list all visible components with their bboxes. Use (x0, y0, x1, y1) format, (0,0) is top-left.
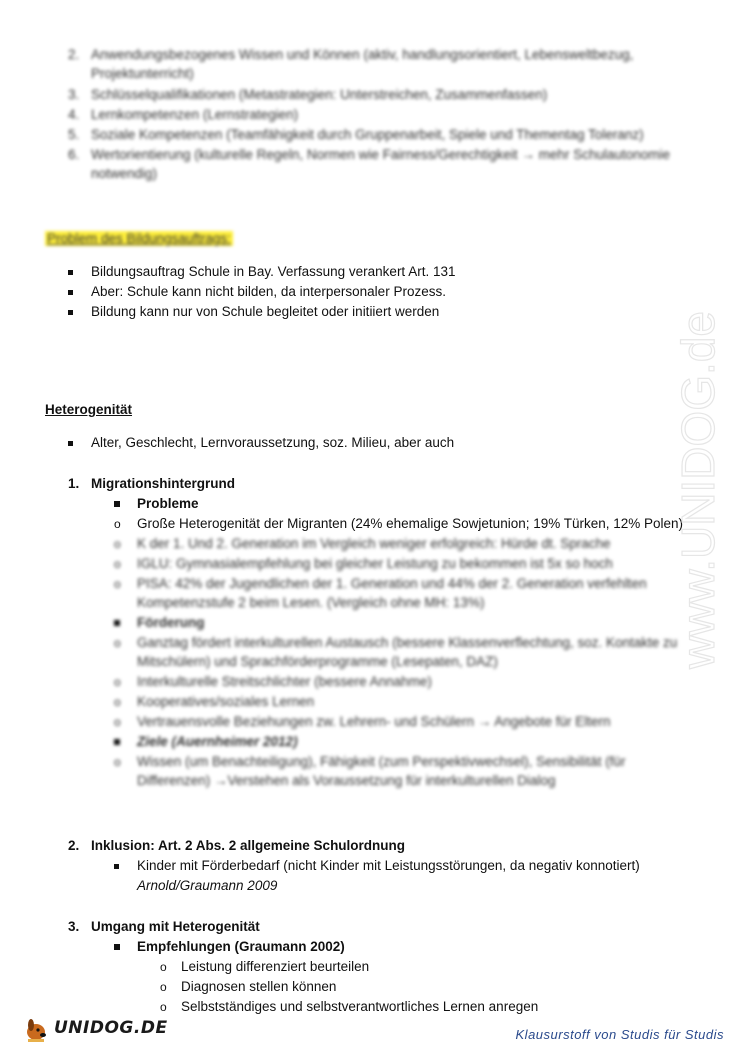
circle-bullet-icon: o (114, 517, 121, 531)
list-item: Lernkompetenzen (Lernstrategien) (91, 107, 299, 122)
circle-bullet-icon: o (114, 695, 121, 709)
ziele-label: Ziele (Auernheimer 2012) (137, 734, 298, 749)
umgang-title: Umgang mit Heterogenität (91, 919, 260, 934)
list-item-cont: Projektunterricht) (91, 66, 194, 81)
bullet-icon (68, 303, 73, 321)
bullet-icon (68, 263, 73, 281)
section-number: 1. (68, 476, 80, 491)
bullet-icon (68, 434, 73, 452)
list-item: Soziale Kompetenzen (Teamfähigkeit durch Gruppenarbeit, Spiele und Thementag Toleranz) (91, 127, 644, 142)
problem-heading (45, 230, 233, 248)
probleme-label: Probleme (137, 496, 199, 511)
list-item: Anwendungsbezogenes Wissen und Können (aktiv, handlungsorientiert, Lebensweltbezug, (91, 47, 634, 62)
circle-bullet-icon: o (114, 715, 121, 729)
circle-bullet-icon: o (114, 755, 121, 769)
migration-item: Große Heterogenität der Migranten (24% ehemalige Sowjetunion; 19% Türken, 12% Polen) (137, 516, 684, 531)
foerderung-item: Vertrauensvolle Beziehungen zw. Lehrern- und Schülern → Angebote für Eltern (137, 714, 611, 729)
bullet-icon (114, 614, 120, 632)
bullet-icon (114, 857, 119, 875)
umgang-item: Diagnosen stellen können (181, 979, 337, 994)
bullet-icon (68, 283, 73, 301)
migration-item: IGLU: Gymnasialempfehlung bei gleicher Leistung zu bekommen ist 5x so hoch (137, 556, 613, 571)
list-number: 6. (68, 147, 80, 162)
bullet-text: Aber: Schule kann nicht bilden, da interpersonaler Prozess. (91, 284, 446, 299)
migration-title: Migrationshintergrund (91, 476, 235, 491)
list-item: Schlüsselqualifikationen (Metastrategien: Unterstreichen, Zusammenfassen) (91, 87, 548, 102)
bullet-icon (114, 495, 120, 513)
list-number: 3. (68, 87, 80, 102)
list-number: 2. (68, 47, 80, 62)
bullet-icon (114, 733, 120, 751)
footer-logo-text: UNIDOG.DE (54, 1018, 168, 1038)
foerderung-item: Kooperatives/soziales Lernen (137, 694, 315, 709)
footer-logo (24, 1014, 168, 1044)
inklusion-title: Inklusion: Art. 2 Abs. 2 allgemeine Schulordnung (91, 838, 406, 853)
list-item: Wertorientierung (kulturelle Regeln, Normen wie Fairness/Gerechtigkeit → mehr Schulautonomie (91, 147, 671, 162)
foerderung-item: Ganztag fördert interkulturellen Austausch (bessere Klassenverflechtung, soz. Kontakte zu (137, 635, 678, 650)
foerderung-item-cont: Mitschülern) und Sprachförderprogramme (Lesepaten, DAZ) (137, 654, 498, 669)
foerderung-item: Interkulturelle Streitschlichter (bessere Annahme) (137, 674, 432, 689)
circle-bullet-icon: o (114, 675, 121, 689)
watermark (662, 250, 742, 730)
circle-bullet-icon: o (160, 980, 167, 994)
inklusion-bullet: Kinder mit Förderbedarf (nicht Kinder mit Leistungsstörungen, da negativ konnotiert) (137, 858, 640, 873)
ziele-item-cont: Differenzen) →Verstehen als Voraussetzung für interkulturellen Dialog (137, 773, 556, 788)
bullet-text: Bildung kann nur von Schule begleitet oder initiiert werden (91, 304, 440, 319)
section-number: 3. (68, 919, 80, 934)
bullet-icon (114, 938, 120, 956)
circle-bullet-icon: o (114, 577, 121, 591)
list-number: 4. (68, 107, 80, 122)
migration-item: PISA: 42% der Jugendlichen der 1. Generation und 44% der 2. Generation verfehlten (137, 576, 647, 591)
migration-item: K der 1. Und 2. Generation im Vergleich weniger erfolgreich: Hürde dt. Sprache (137, 536, 611, 551)
umgang-sub: Empfehlungen (Graumann 2002) (137, 939, 345, 954)
circle-bullet-icon: o (114, 636, 121, 650)
bullet-text: Bildungsauftrag Schule in Bay. Verfassung verankert Art. 131 (91, 264, 456, 279)
umgang-item: Leistung differenziert beurteilen (181, 959, 370, 974)
problem-heading-text: Problem des Bildungsauftrags: (47, 231, 231, 246)
watermark-text: www.UNIDOG.de (672, 311, 725, 669)
circle-bullet-icon: o (114, 557, 121, 571)
inklusion-cite: Arnold/Graumann 2009 (137, 878, 278, 893)
ziele-item: Wissen (um Benachteiligung), Fähigkeit (zum Perspektivwechsel), Sensibilität (für (137, 754, 626, 769)
list-number: 5. (68, 127, 80, 142)
circle-bullet-icon: o (160, 1000, 167, 1014)
hetero-heading: Heterogenität (45, 402, 133, 417)
migration-item-cont: Kompetenzstufe 2 beim Lesen. (Vergleich ohne MH: 13%) (137, 595, 485, 610)
circle-bullet-icon: o (114, 537, 121, 551)
circle-bullet-icon: o (160, 960, 167, 974)
footer-tagline: Klausurstoff von Studis für Studis (515, 1027, 724, 1042)
section-number: 2. (68, 838, 80, 853)
umgang-item: Selbstständiges und selbstverantwortliches Lernen anregen (181, 999, 539, 1014)
foerderung-label: Förderung (137, 615, 205, 630)
list-item-cont: notwendig) (91, 166, 158, 181)
hetero-bullet: Alter, Geschlecht, Lernvoraussetzung, soz. Milieu, aber auch (91, 435, 455, 450)
